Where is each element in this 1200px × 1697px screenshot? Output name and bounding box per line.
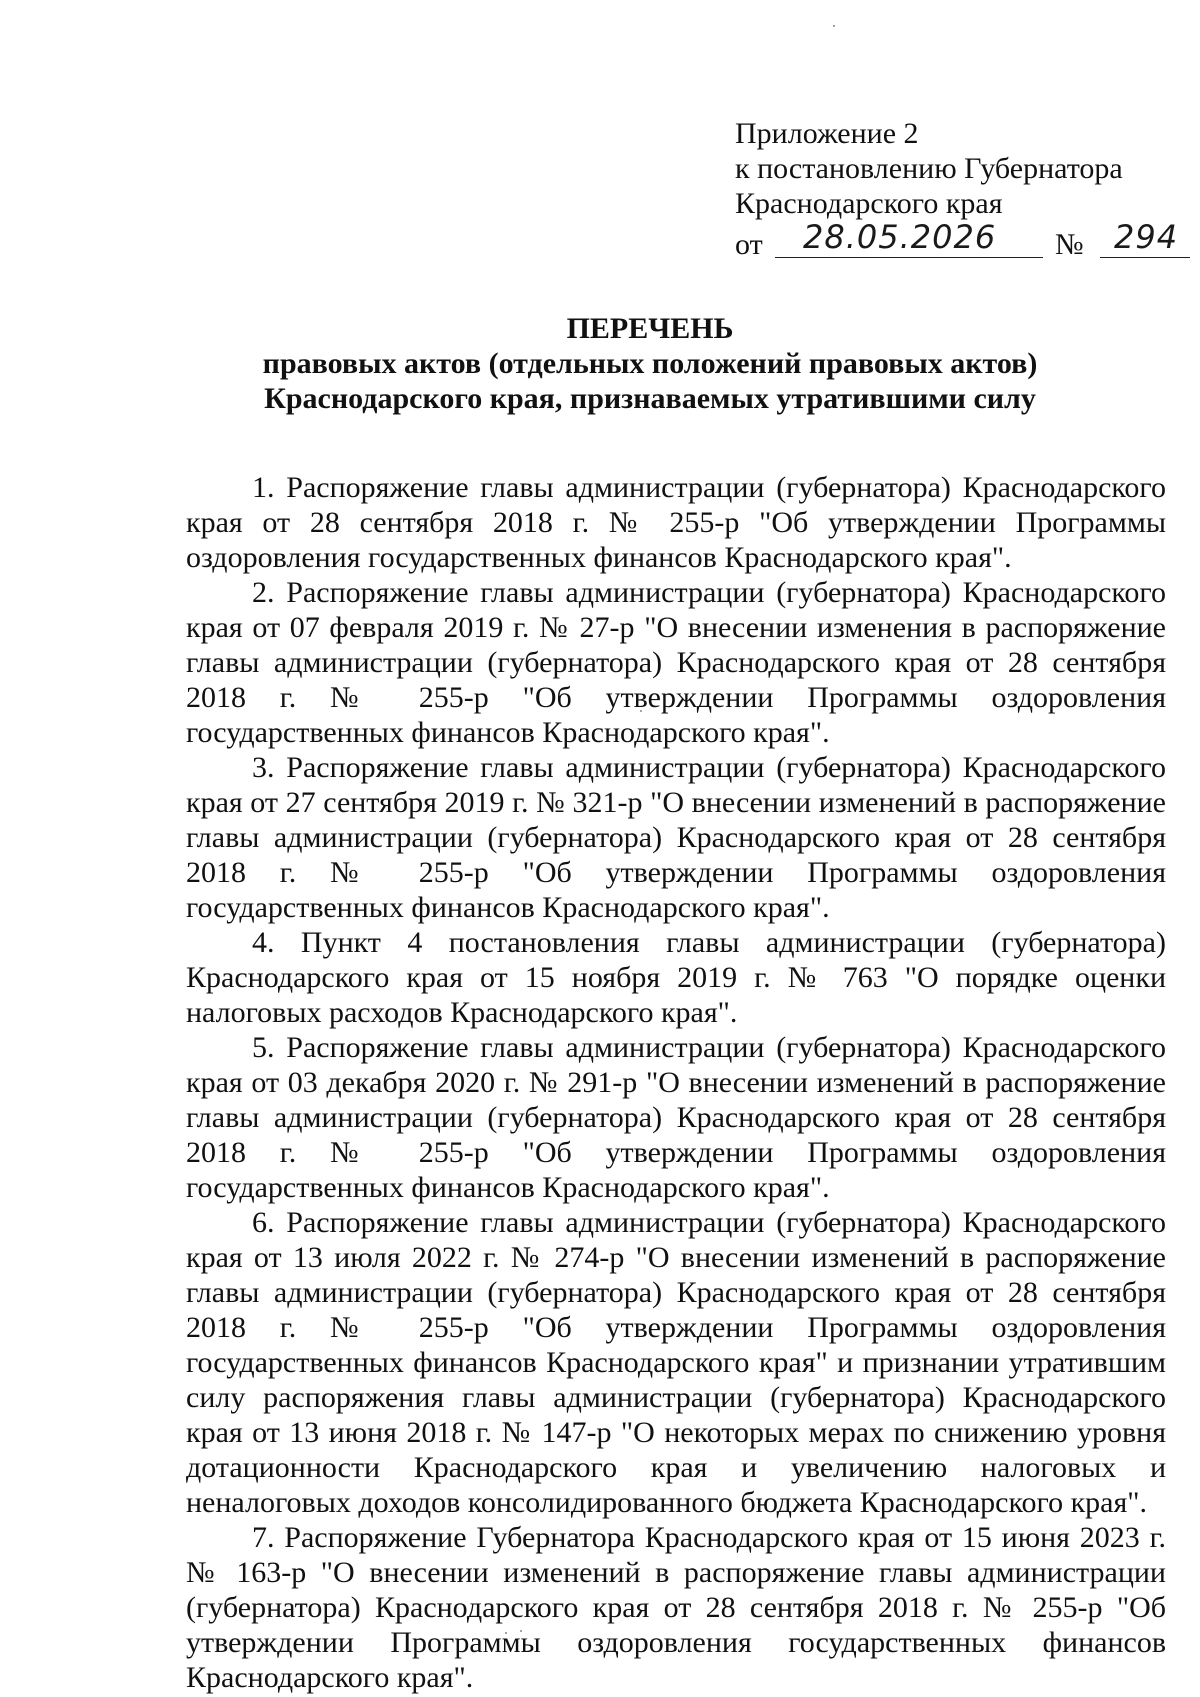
- list-item: 7. Распоряжение Губернатора Краснодарского края от 15 июня 2023 г. № 163-р "О внесении изменений в распоряжение главы администрации (губернатора) Краснодарского края от 28 сентября 2018 г. № 255-р "Об утверждении Программы оздоровления государственных финансов Краснодарского края".: [186, 1521, 1166, 1694]
- list-item: 5. Распоряжение главы администрации (губернатора) Краснодарского края от 03 декабря 2020 г. № 291-р "О внесении изменений в распоряжение главы администрации (губернатора) Краснодарского края от 28 сентября 2018 г. № 255-р "Об утверждении Программы оздоровления государственных финансов Краснодарского края".: [186, 1031, 1166, 1204]
- number-field: [1100, 218, 1190, 258]
- number-label: №: [1055, 228, 1084, 261]
- title-heading: ПЕРЕЧЕНЬ: [566, 312, 734, 345]
- list-item: 2. Распоряжение главы администрации (губернатора) Краснодарского края от 07 февраля 2019 г. № 27-р "О внесении изменения в распоряжение главы администрации (губернатора) Краснодарского края от 28 сентября 2018 г. № 255-р "Об утверждении Программы оздоровления государственных финансов Краснодарского края".: [186, 576, 1166, 749]
- annex-line-3: Краснодарского края: [735, 187, 1003, 220]
- document-body: [186, 470, 1166, 1695]
- handwritten-number: 294: [1114, 218, 1179, 256]
- document-title: [150, 311, 1150, 416]
- annex-date-line: [735, 218, 1179, 261]
- handwritten-date: 28.05.2026: [803, 218, 997, 256]
- list-item: 6. Распоряжение главы администрации (губернатора) Краснодарского края от 13 июля 2022 г. № 274-р "О внесении изменений в распоряжение главы администрации (губернатора) Краснодарского края от 28 сентября 2018 г. № 255-р "Об утверждении Программы оздоровления государственных финансов Краснодарского края" и признании утратившим силу распоряжения главы администрации (губернатора) Краснодарского края от 13 июня 2018 г. № 147-р "О некоторых мерах по снижению уровня дотационности Краснодарского края и увеличению налоговых и неналоговых доходов консолидированного бюджета Краснодарского края".: [186, 1206, 1166, 1519]
- scan-speck: [833, 25, 835, 27]
- annex-header: [735, 116, 1179, 261]
- annex-line-2: к постановлению Губернатора: [735, 152, 1123, 185]
- title-subheading-line-2: Краснодарского края, признаваемых утратившими силу: [264, 382, 1036, 415]
- list-item: 4. Пункт 4 постановления главы администрации (губернатора) Краснодарского края от 15 ноября 2019 г. № 763 "О порядке оценки налоговых расходов Краснодарского края".: [186, 926, 1166, 1029]
- date-field: [775, 218, 1043, 258]
- annex-line-1: Приложение 2: [735, 117, 919, 150]
- list-item: 3. Распоряжение главы администрации (губернатора) Краснодарского края от 27 сентября 2019 г. № 321-р "О внесении изменений в распоряжение главы администрации (губернатора) Краснодарского края от 28 сентября 2018 г. № 255-р "Об утверждении Программы оздоровления государственных финансов Краснодарского края".: [186, 751, 1166, 924]
- title-subheading-line-1: правовых актов (отдельных положений правовых актов): [262, 347, 1038, 380]
- from-label: от: [735, 228, 763, 261]
- list-item: 1. Распоряжение главы администрации (губернатора) Краснодарского края от 28 сентября 2018 г. № 255-р "Об утверждении Программы оздоровления государственных финансов Краснодарского края".: [186, 471, 1166, 574]
